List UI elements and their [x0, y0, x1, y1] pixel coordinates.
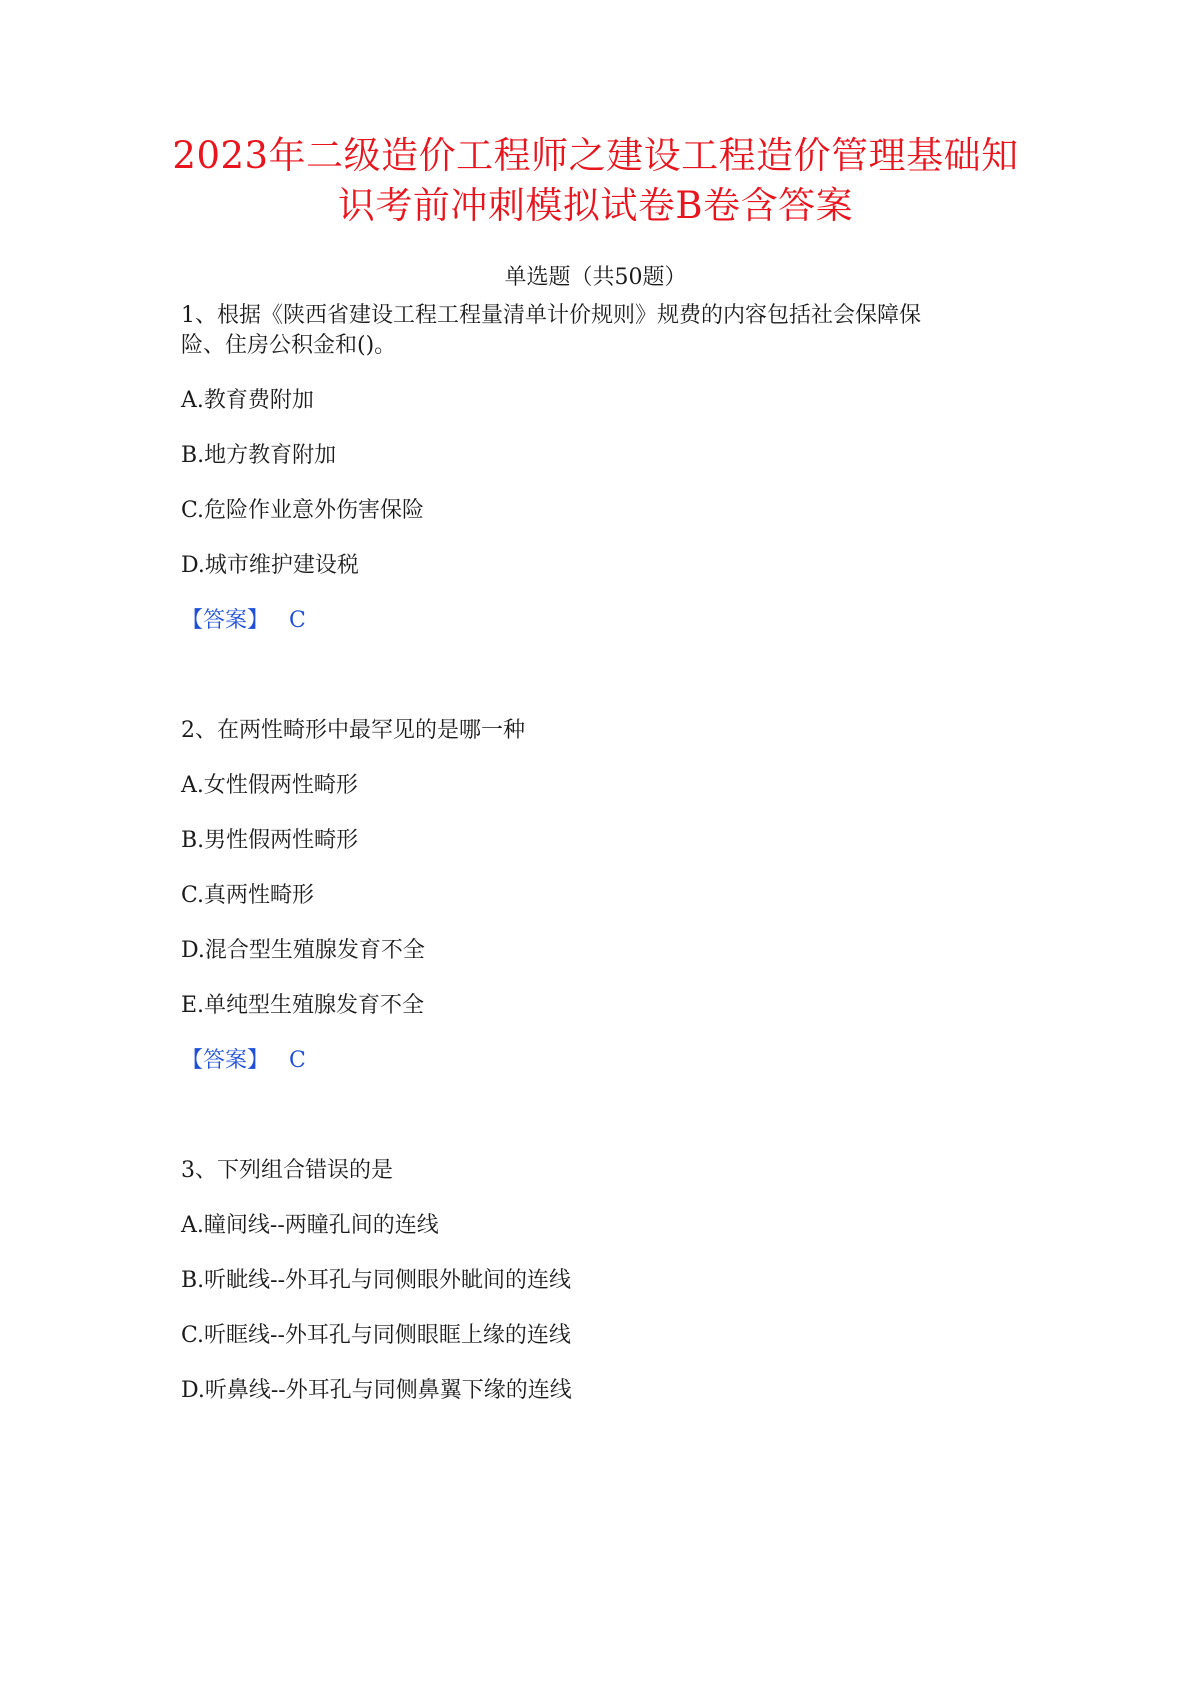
question-2-option-e: E.单纯型生殖腺发育不全 [181, 993, 425, 1018]
question-1-option-b: B.地方教育附加 [181, 443, 337, 468]
question-1-stem-line-1: 1、根据《陕西省建设工程工程量清单计价规则》规费的内容包括社会保障保 [181, 303, 921, 328]
question-2-stem: 2、在两性畸形中最罕见的是哪一种 [181, 718, 525, 743]
question-3-option-b: B.听眦线--外耳孔与同侧眼外眦间的连线 [181, 1268, 572, 1293]
question-2-option-a: A.女性假两性畸形 [181, 773, 358, 798]
answer-value: C [289, 1048, 306, 1073]
question-1-option-a: A.教育费附加 [181, 388, 314, 413]
question-1-option-d: D.城市维护建设税 [181, 553, 359, 578]
question-3-option-c: C.听眶线--外耳孔与同侧眼眶上缘的连线 [181, 1323, 571, 1348]
question-2-option-d: D.混合型生殖腺发育不全 [181, 938, 425, 963]
question-2-option-b: B.男性假两性畸形 [181, 828, 359, 853]
question-3-option-a: A.瞳间线--两瞳孔间的连线 [181, 1213, 439, 1238]
question-2-option-c: C.真两性畸形 [181, 883, 315, 908]
question-1-stem-line-2: 险、住房公积金和()。 [181, 333, 397, 358]
question-1-answer [181, 606, 306, 636]
section-heading: 单选题（共50题） [504, 265, 687, 290]
document-title-line-1: 2023年二级造价工程师之建设工程造价管理基础知 [172, 134, 1019, 177]
question-1-option-c: C.危险作业意外伤害保险 [181, 498, 425, 523]
question-2-answer [181, 1046, 306, 1076]
question-3-option-d: D.听鼻线--外耳孔与同侧鼻翼下缘的连线 [181, 1378, 572, 1403]
document-title-line-2: 识考前冲刺模拟试卷B卷含答案 [337, 184, 854, 227]
answer-label: 【答案】 [181, 1048, 270, 1073]
answer-value: C [289, 608, 306, 633]
answer-label: 【答案】 [181, 608, 270, 633]
question-3-stem: 3、下列组合错误的是 [181, 1158, 393, 1183]
